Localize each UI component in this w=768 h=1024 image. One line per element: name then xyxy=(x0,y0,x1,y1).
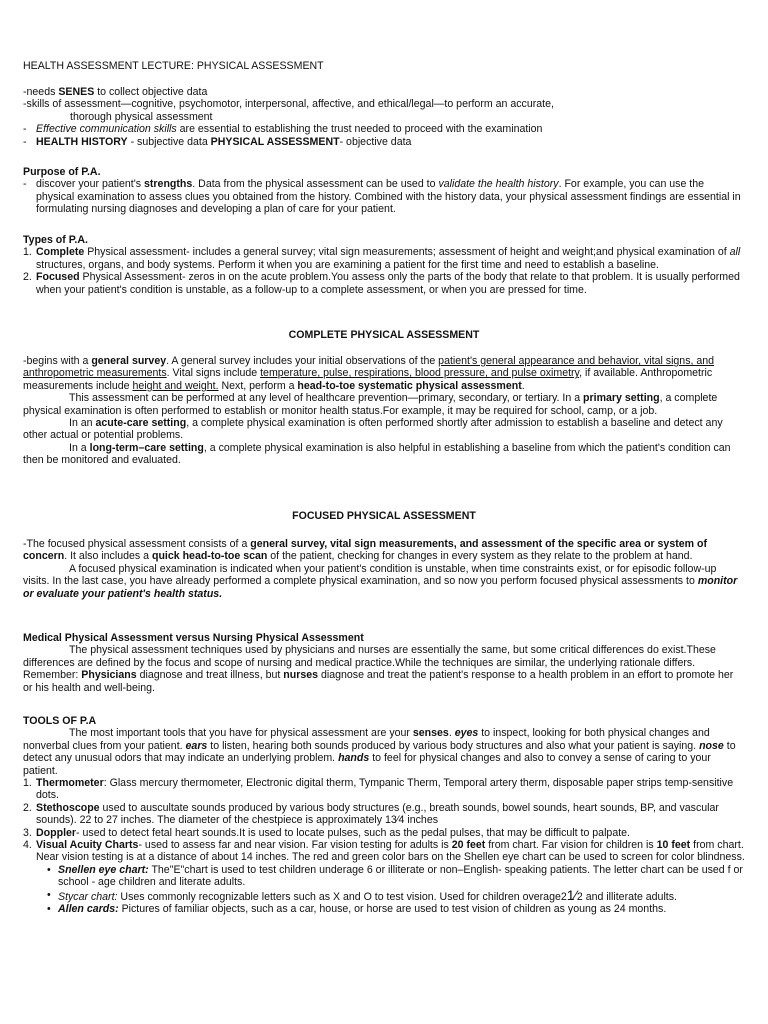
tools-item-stethoscope: 2. Stethoscope used to auscultate sounds produced by various body structures (e.g., breath sounds, bowel sounds, heart sounds, BP, and vascular sounds). 22 to 27 inches. The diameter of the chestpiece is approximately 13⁄4 inches xyxy=(23,801,719,827)
intro-line-4: - HEALTH HISTORY - subjective data PHYSICAL ASSESSMENT- objective data xyxy=(23,135,412,148)
intro-section xyxy=(23,86,745,148)
purpose-heading: Purpose of P.A. xyxy=(23,166,101,178)
complete-para-3: In an acute-care setting, a complete physical examination is often performed shortly after admission to establish a baseline and detect any other actual or potential problems. xyxy=(23,417,723,442)
focused-section xyxy=(23,538,745,600)
tools-item-thermometer: 1. Thermometer: Glass mercury thermometer, Electronic digital therm, Tympanic Therm, Temporal artery therm, disposable paper strips temp-sensitive dots. xyxy=(23,777,734,802)
complete-para-2: This assessment can be performed at any level of healthcare prevention—primary, secondary, or tertiary. In a primary setting, a complete physical examination is often performed to establish or monitor health status.For example, it may be required for school, camp, or a job. xyxy=(23,392,718,417)
intro-line-1: -needs SENES to collect objective data xyxy=(23,86,208,98)
purpose-section xyxy=(23,166,745,216)
tools-item-visual-acuity: 4. Visual Acuity Charts- used to assess far and near vision. Far vision testing for adults is 20 feet from chart. Far vision for children is 10 feet from chart. Near vision testing is at a distance of about 14 inches. The red and green color bars on the Shellen eye chart can be used to screen for color blindness. xyxy=(23,839,745,864)
types-heading: Types of P.A. xyxy=(23,234,88,246)
tools-section xyxy=(23,715,745,916)
complete-heading: COMPLETE PHYSICAL ASSESSMENT xyxy=(288,329,480,341)
complete-para-4: In a long-term–care setting, a complete physical examination is also helpful in establishing a baseline from which the patient's condition can then be monitored and evaluated. xyxy=(23,441,731,467)
focused-para-1: -The focused physical assessment consists of a general survey, vital sign measurements, and assessment of the specific area or system of concern. It also includes a quick head-to-toe scan of the patient, checking for changes in every system as they relate to the problem at hand. xyxy=(23,538,707,563)
types-item-complete: 1. Complete Physical assessment- includes a general survey; vital sign measurements; assessment of height and weight;and physical examination of all structures, organs, and body systems. Perform it when you are examining a patient for the first time and need to establish a baseline. xyxy=(23,246,741,271)
subitem-allen: • Allen cards: Pictures of familiar objects, such as a car, house, or horse are used to test vision of children as young as 24 months. xyxy=(47,903,667,916)
types-item-focused: 2. Focused Physical Assessment- zeros in on the acute problem.You assess only the parts of the body that relate to that problem. It is usually performed when your patient's condition is unstable, as a follow-up to a complete assessment, or when you are pressed for time. xyxy=(23,271,740,296)
focused-para-2: A focused physical examination is indicated when your patient's condition is unstable, when time constraints exist, or for episodic follow-up visits. In the last case, you have already performed a complete physical examination, and so now you perform focused physical assessments to monitor or evaluate your patient's health status. xyxy=(23,562,738,600)
tools-item-doppler: 3. Doppler- used to detect fetal heart sounds.It is used to locate pulses, such as the pedal pulses, that may be difficult to palpate. xyxy=(23,826,630,839)
medical-heading: Medical Physical Assessment versus Nursing Physical Assessment xyxy=(23,632,364,644)
subitem-snellen: • Snellen eye chart: The"E"chart is used to test children underage 6 or illiterate or non–English- speaking patients. The letter chart can be used f or school - age children and literate adults. xyxy=(47,863,743,889)
intro-line-2-cont: thorough physical assessment xyxy=(70,110,213,123)
document-title: HEALTH ASSESSMENT LECTURE: PHYSICAL ASSESSMENT xyxy=(23,60,324,72)
complete-section xyxy=(23,355,745,467)
focused-heading: FOCUSED PHYSICAL ASSESSMENT xyxy=(292,510,476,522)
medical-para: The physical assessment techniques used by physicians and nurses are essentially the same, but some critical differences do exist.These differences are defined by the focus and scope of nursing and medical practice.While the techniques are similar, the underlying rationale differs. Remember: Physicians diagnose and treat illness, but nurses diagnose and treat the patient's response to a health problem in an effort to promote her or his health and well-being. xyxy=(23,644,734,694)
subitem-stycar: • Stycar chart: Uses commonly recognizable letters such as X and O to test vision. Used for children overage21⁄2 and illiterate adults. xyxy=(47,886,677,903)
types-section xyxy=(23,234,745,296)
purpose-bullet: - discover your patient's strengths. Data from the physical assessment can be used to validate the health history. For example, you can use the physical examination to assess clues you obtained from the history. Combined with the history data, your physical assessment findings are essential in formulating nursing diagnoses and developing a plan of care for your patient. xyxy=(23,178,741,216)
intro-line-2: -skills of assessment—cognitive, psychomotor, interpersonal, affective, and ethical/legal—to perform an accurate, xyxy=(23,98,554,111)
medical-section xyxy=(23,632,745,694)
tools-heading: TOOLS OF P.A xyxy=(23,715,97,727)
tools-para: The most important tools that you have for physical assessment are your senses. eyes to inspect, looking for both physical changes and nonverbal clues from your patient. ears to listen, hearing both sounds produced by various body structures and also what your patient is saying. nose to detect any unusual odors that may indicate an underlying problem. hands to feel for physical changes and also to convey a sense of caring to your patient. xyxy=(23,727,736,777)
intro-line-3: - Effective communication skills are essential to establishing the trust needed to proceed with the examination xyxy=(23,123,543,136)
complete-para-1: -begins with a general survey. A general survey includes your initial observations of the patient's general appearance and behavior, vital signs, and anthropometric measurements. Vital signs include temperature, pulse, respirations, blood pressure, and pulse oximetry, if available. Anthropometric measurements include height and weight. Next, perform a head-to-toe systematic physical assessment. xyxy=(23,355,715,392)
